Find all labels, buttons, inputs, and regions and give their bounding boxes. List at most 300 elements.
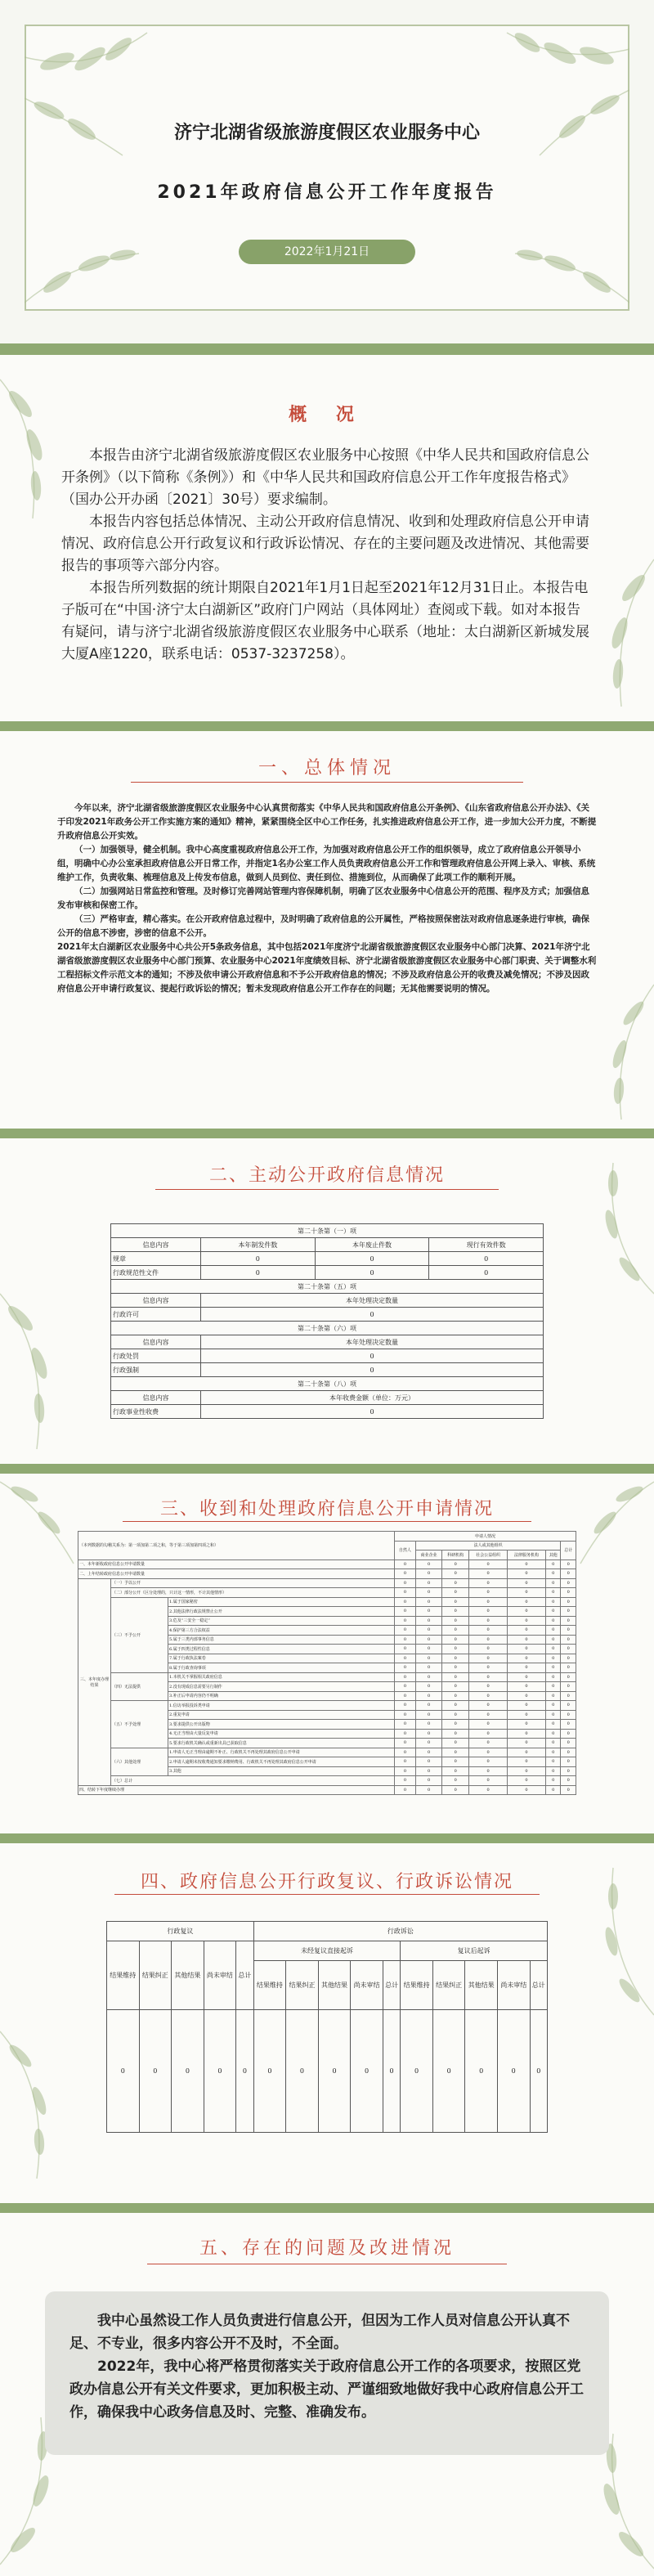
table-cell: 0 <box>545 1578 560 1588</box>
table-cell: 0 <box>561 1691 576 1701</box>
row-label: （五）不予处理 <box>111 1701 168 1748</box>
row-label: 2.申请人逾期未按收费通知要求缴纳费用、行政机关不再处理其政府信息公开申请 <box>168 1757 395 1767</box>
table-cell: 0 <box>442 1569 469 1579</box>
column-header: 自然人 <box>395 1541 416 1560</box>
table-cell: 0 <box>395 1560 416 1569</box>
table-cell: 0 <box>508 1635 546 1645</box>
table-cell: 0 <box>561 1672 576 1682</box>
row-label: 三、本年度办理结果 <box>78 1578 111 1785</box>
table-cell: 0 <box>442 1710 469 1720</box>
table-cell: 0 <box>415 1607 442 1617</box>
column-header: 社会公益组织 <box>469 1551 508 1560</box>
table-header: 第二十条第（五）项 <box>111 1280 544 1294</box>
table-cell: 0 <box>545 1776 560 1786</box>
row-label: （四）无法提供 <box>111 1672 168 1701</box>
report-date-badge: 2022年1月21日 <box>239 240 415 264</box>
table-cell: 0 <box>469 1597 508 1607</box>
table-cell: 0 <box>442 1607 469 1617</box>
table-cell: 0 <box>561 1720 576 1730</box>
table-cell: 0 <box>395 1645 416 1654</box>
table-cell: 0 <box>469 1654 508 1663</box>
table-cell: 0 <box>545 1739 560 1748</box>
section-paragraph: 我中心虽然设工作人员负责进行信息公开，但因为工作人员对信息公开认真不足、不专业，很多内容公开不及时，不全面。 <box>69 2313 570 2352</box>
table-cell: 0 <box>415 1654 442 1663</box>
table-cell: 0 <box>561 1569 576 1579</box>
section-paragraph: （二）加强网站日常监控和管理。及时修订完善网站管理内容保障机制，明确了区农业服务中心信息公开的范围、程序及方式；加强信息发布审核和保密工作。 <box>57 886 589 910</box>
section-divider <box>0 1464 654 1474</box>
title-underline <box>123 1521 531 1522</box>
table-cell: 0 <box>545 1626 560 1636</box>
table-cell: 0 <box>395 1616 416 1626</box>
column-header: 本年处理决定数量 <box>201 1294 544 1308</box>
table-cell: 0 <box>508 1710 546 1720</box>
table-cell: 0 <box>395 1672 416 1682</box>
column-header: 信息内容 <box>111 1294 201 1308</box>
table-cell: 0 <box>415 1578 442 1588</box>
table-cell: 0 <box>561 1578 576 1588</box>
column-header: 其他结果 <box>465 1961 498 2010</box>
section-active-disclosure <box>0 1138 654 1464</box>
active-disclosure-table <box>110 1223 544 1419</box>
table-cell: 0 <box>415 1739 442 1748</box>
table-cell: 0 <box>395 1654 416 1663</box>
row-label: 1.属于国家秘密 <box>168 1597 395 1607</box>
table-cell: 0 <box>469 1701 508 1711</box>
leaf-decoration-icon <box>564 1474 654 1572</box>
section-divider <box>0 2203 654 2213</box>
table-cell: 0 <box>469 1560 508 1569</box>
table-cell: 0 <box>442 1654 469 1663</box>
table-row <box>78 1569 576 1579</box>
row-label: 7.属于行政执法案卷 <box>168 1654 395 1663</box>
column-header: 信息内容 <box>111 1238 201 1252</box>
table-header: 第二十条第（一）项 <box>111 1224 544 1238</box>
table-cell: 0 <box>561 1701 576 1711</box>
table-cell: 0 <box>395 1578 416 1588</box>
table-cell: 0 <box>545 1597 560 1607</box>
table-cell: 0 <box>508 1785 546 1795</box>
row-label: 4.无正当理由大量反复申请 <box>168 1729 395 1739</box>
table-cell: 0 <box>508 1720 546 1730</box>
table-cell: 0 <box>545 1710 560 1720</box>
table-cell: 0 <box>561 1597 576 1607</box>
row-label: 6.属于四类过程性信息 <box>168 1645 395 1654</box>
table-cell: 0 <box>469 1682 508 1692</box>
column-header: 尚未审结 <box>351 1961 383 2010</box>
section-paragraph: （三）严格审查，精心落实。在公开政府信息过程中，及时明确了政府信息的公开属性，严格按照保密法对政府信息逐条进行审核，确保公开的信息不涉密，涉密的信息不公开。 <box>57 914 589 938</box>
section-paragraph: （一）加强领导，健全机制。我中心高度重视政府信息公开工作，为加强对政府信息公开工作的组织领导，成立了政府信息公开领导小组，明确中心办公室承担政府信息公开日常工作，并指定1名办公室工作人员负责政府信息公开工作和管理政府信息公开网上录入、审核、系统维护工作，负责收集、梳理信息及上传发布信息，做到人员到位、责任到位、措施到位，从而确保了此项工作的顺利开展。 <box>57 845 596 882</box>
table-cell: 0 <box>395 1757 416 1767</box>
table-cell: 0 <box>561 1654 576 1663</box>
overview-paragraph: 本报告所列数据的统计期限自2021年1月1日起至2021年12月31日止。本报告电子版可在“中国·济宁太白湖新区”政府门户网站（具体网址）查阅或下载。如对本报告有疑问，请与济宁北湖省级旅游度假区农业服务中心联系（地址：太白湖新区新城发展大厦A座1220，联系电话：0537-3237258）。 <box>61 580 589 662</box>
row-label: 二、上年结转政府信息公开申请数量 <box>78 1569 395 1579</box>
table-cell: 0 <box>545 1729 560 1739</box>
column-group-header: 法人或其他组织 <box>415 1541 561 1551</box>
row-label: 1.申请人无正当理由逾期不补正、行政机关不再处理其政府信息公开申请 <box>168 1748 395 1757</box>
table-cell: 0 <box>508 1672 546 1682</box>
row-label: （七）总计 <box>111 1776 395 1786</box>
row-label: 5.属于三类内部事务信息 <box>168 1635 395 1645</box>
table-cell: 0 <box>508 1748 546 1757</box>
row-label: 四、结转下年度继续办理 <box>78 1785 395 1795</box>
table-cell: 0 <box>545 1560 560 1569</box>
table-cell: 0 <box>395 1776 416 1786</box>
table-cell: 0 <box>469 1672 508 1682</box>
section-divider <box>0 721 654 731</box>
table-cell: 0 <box>395 1569 416 1579</box>
table-cell: 0 <box>545 1645 560 1654</box>
row-label: 1.信访举报投诉类申请 <box>168 1701 395 1711</box>
row-label: 2.其他法律行政法规禁止公开 <box>168 1607 395 1617</box>
section-paragraph: 2022年，我中心将严格贯彻落实关于政府信息公开工作的各项要求，按照区党政办信息公开有关文件要求，更加积极主动、严谨细致地做好我中心政府信息公开工作，确保我中心政务信息及时、完整、准确发布。 <box>69 2358 584 2421</box>
table-cell: 0 <box>415 1672 442 1682</box>
column-header: 信息内容 <box>111 1335 201 1349</box>
table-cell: 0 <box>561 1616 576 1626</box>
table-cell: 0 <box>395 1729 416 1739</box>
row-label: （三）不予公开 <box>111 1597 168 1672</box>
table-cell: 0 <box>395 1626 416 1636</box>
section-title: 四、政府信息公开行政复议、行政诉讼情况 <box>140 1872 513 1892</box>
table-cell: 0 <box>469 1663 508 1673</box>
table-cell: 0 <box>508 1682 546 1692</box>
table-cell: 0 <box>395 1710 416 1720</box>
table-corner-note: （本列数据的勾稽关系为：第一项加第二项之和，等于第三项加第四项之和） <box>78 1532 395 1560</box>
table-cell: 0 <box>442 1691 469 1701</box>
column-header: 现行有效件数 <box>429 1238 544 1252</box>
applications-table <box>78 1531 576 1795</box>
review-litigation-table <box>106 1921 548 2133</box>
column-group-header: 行政诉讼 <box>253 1922 547 1941</box>
column-header: 本年废止件数 <box>315 1238 429 1252</box>
column-header: 结果纠正 <box>139 1941 172 2010</box>
table-cell: 0 <box>561 1710 576 1720</box>
column-header: 本年收费金额（单位：万元） <box>201 1391 544 1405</box>
overview-paragraph: 本报告内容包括总体情况、主动公开政府信息情况、收到和处理政府信息公开申请情况、政府信息公开行政复议和行政诉讼情况、存在的主要问题及改进情况、其他需要报告的事项等六部分内容。 <box>61 514 589 574</box>
table-cell: 0 <box>545 1672 560 1682</box>
column-group-header: 申请人情况 <box>395 1532 576 1542</box>
report-header <box>0 0 654 343</box>
table-cell: 0 <box>469 1729 508 1739</box>
table-cell: 0 <box>442 1672 469 1682</box>
table-cell: 0 <box>545 1701 560 1711</box>
table-cell: 0 <box>469 1588 508 1598</box>
column-header: 总计 <box>383 1961 400 2010</box>
column-header: 其他结果 <box>172 1941 204 2010</box>
table-cell: 0 <box>561 1645 576 1654</box>
table-cell: 0 <box>415 1663 442 1673</box>
table-cell: 0 <box>395 1588 416 1598</box>
row-label: 1.本机关不掌握相关政府信息 <box>168 1672 395 1682</box>
table-cell: 0 <box>561 1729 576 1739</box>
table-cell: 0 <box>545 1635 560 1645</box>
table-cell: 0 <box>508 1663 546 1673</box>
table-cell: 0 <box>469 1748 508 1757</box>
table-cell: 0 <box>545 1663 560 1673</box>
table-cell: 0 <box>545 1785 560 1795</box>
table-cell: 0 <box>442 1682 469 1692</box>
section-title: 三、收到和处理政府信息公开申请情况 <box>159 1499 494 1519</box>
column-header: 商业企业 <box>415 1551 442 1560</box>
table-row <box>78 1560 576 1569</box>
table-cell: 0 <box>415 1635 442 1645</box>
table-cell: 0 <box>545 1654 560 1663</box>
table-cell: 0 <box>442 1739 469 1748</box>
column-header: 结果纠正 <box>432 1961 465 2010</box>
table-cell: 0 <box>442 1757 469 1767</box>
table-cell: 0 <box>415 1766 442 1776</box>
column-header: 法律服务机构 <box>508 1551 546 1560</box>
title-underline <box>155 1189 499 1190</box>
row-label: （六）其他处理 <box>111 1748 168 1776</box>
table-cell: 0 <box>442 1785 469 1795</box>
row-label: 8.属于行政查询事项 <box>168 1663 395 1673</box>
section-title: 五、存在的问题及改进情况 <box>199 2238 455 2259</box>
table-cell: 0 <box>545 1757 560 1767</box>
row-label: （一）予以公开 <box>111 1578 395 1588</box>
table-cell: 0 <box>442 1729 469 1739</box>
table-row: 规章 0 0 0 <box>111 1252 544 1266</box>
column-header: 本年制发件数 <box>201 1238 316 1252</box>
table-cell: 0 <box>561 1588 576 1598</box>
table-cell: 0 <box>508 1776 546 1786</box>
table-row <box>78 1785 576 1795</box>
column-header: 结果维持 <box>107 1941 140 2010</box>
column-header: 结果维持 <box>401 1961 433 2010</box>
table-cell: 0 <box>415 1588 442 1598</box>
table-cell: 0 <box>508 1739 546 1748</box>
table-cell: 0 <box>508 1701 546 1711</box>
table-cell: 0 <box>415 1597 442 1607</box>
table-cell: 0 <box>508 1607 546 1617</box>
table-cell: 0 <box>415 1729 442 1739</box>
table-row: 行政强制 0 <box>111 1363 544 1377</box>
table-cell: 0 <box>545 1607 560 1617</box>
section-paragraph: 今年以来，济宁北湖省级旅游度假区农业服务中心认真贯彻落实《中华人民共和国政府信息公开条例》、《山东省政府信息公开办法》、《关于印发2021年政务公开工作实施方案的通知》精神，紧紧围绕全区中心工作任务，扎实推进政府信息公开工作，进一步加大公开力度，不断提升政府信息公开实效。 <box>57 803 597 841</box>
table-cell: 0 <box>508 1626 546 1636</box>
table-cell: 0 <box>415 1682 442 1692</box>
table-cell: 0 <box>469 1607 508 1617</box>
table-cell: 0 <box>508 1569 546 1579</box>
table-header: 第二十条第（六）项 <box>111 1322 544 1335</box>
header-frame <box>25 25 629 311</box>
table-cell: 0 <box>415 1691 442 1701</box>
column-header: 科研机构 <box>442 1551 469 1560</box>
table-cell: 0 <box>442 1616 469 1626</box>
column-group-header: 复议后起诉 <box>401 1941 548 1961</box>
table-cell: 0 <box>545 1569 560 1579</box>
table-cell: 0 <box>442 1578 469 1588</box>
table-cell: 0 <box>561 1663 576 1673</box>
table-cell: 0 <box>415 1626 442 1636</box>
column-header: 尚未审结 <box>497 1961 530 2010</box>
table-cell: 0 <box>469 1776 508 1786</box>
table-cell: 0 <box>442 1597 469 1607</box>
report-title: 2021年政府信息公开工作年度报告 <box>157 182 497 203</box>
row-label: （二）部分公开（区分处理的，只计这一情形，不计其他情形） <box>111 1588 395 1598</box>
table-cell: 0 <box>415 1757 442 1767</box>
table-row: 0 0 0 0 0 0 0 0 0 0 0 0 0 0 0 <box>107 2010 548 2133</box>
table-cell: 0 <box>469 1691 508 1701</box>
table-row <box>78 1588 576 1598</box>
table-cell: 0 <box>395 1597 416 1607</box>
section-problems <box>0 2213 654 2576</box>
row-label: 5.要求行政机关确认或重新出具已获取信息 <box>168 1739 395 1748</box>
table-cell: 0 <box>508 1560 546 1569</box>
table-cell: 0 <box>442 1748 469 1757</box>
title-underline <box>114 1894 540 1895</box>
section-review-litigation <box>0 1843 654 2203</box>
row-label: 2.没有现成信息需要另行制作 <box>168 1682 395 1692</box>
column-header: 结果维持 <box>253 1961 286 2010</box>
section-paragraph: 2021年太白湖新区农业服务中心共公开5条政务信息，其中包括2021年度济宁北湖省级旅游度假区农业服务中心部门决算、2021年济宁北湖省级旅游度假区农业服务中心部门预算、农业服务中心2021年度绩效目标、济宁北湖省级旅游度假区农业服务中心部门职责、关于调整水利工程招标文件示范文本的通知；不涉及依申请公开政府信息和不予公开政府信息的情况；不涉及政府信息公开的收费及减免情况；不涉及因政府信息公开申请行政复议、提起行政诉讼的情况；暂未发现政府信息公开工作存在的问题；无其他需要说明的情况。 <box>57 942 597 994</box>
table-cell: 0 <box>442 1626 469 1636</box>
table-cell: 0 <box>545 1691 560 1701</box>
column-header: 本年处理决定数量 <box>201 1335 544 1349</box>
table-cell: 0 <box>561 1560 576 1569</box>
table-cell: 0 <box>469 1785 508 1795</box>
leaf-decoration-icon <box>572 976 654 1124</box>
section-overall <box>0 731 654 1129</box>
table-cell: 0 <box>545 1720 560 1730</box>
leaf-decoration-icon <box>0 1286 98 1457</box>
section-divider <box>0 1833 654 1843</box>
table-cell: 0 <box>508 1757 546 1767</box>
table-cell: 0 <box>415 1616 442 1626</box>
table-cell: 0 <box>561 1748 576 1757</box>
table-cell: 0 <box>508 1691 546 1701</box>
table-row: 行政许可 0 <box>111 1308 544 1322</box>
table-cell: 0 <box>561 1739 576 1748</box>
table-cell: 0 <box>508 1766 546 1776</box>
table-cell: 0 <box>442 1766 469 1776</box>
table-cell: 0 <box>395 1701 416 1711</box>
table-cell: 0 <box>442 1588 469 1598</box>
table-cell: 0 <box>395 1748 416 1757</box>
table-cell: 0 <box>415 1776 442 1786</box>
column-group-header: 未经复议直接起诉 <box>253 1941 401 1961</box>
table-cell: 0 <box>442 1645 469 1654</box>
table-row <box>78 1578 576 1588</box>
table-cell: 0 <box>469 1710 508 1720</box>
table-cell: 0 <box>395 1766 416 1776</box>
table-cell: 0 <box>442 1635 469 1645</box>
column-header: 其他 <box>545 1551 560 1560</box>
table-cell: 0 <box>469 1766 508 1776</box>
table-cell: 0 <box>442 1720 469 1730</box>
table-cell: 0 <box>508 1729 546 1739</box>
leaf-decoration-icon <box>0 2023 90 2187</box>
leaf-decoration-icon <box>0 1474 90 1572</box>
table-cell: 0 <box>545 1588 560 1598</box>
table-row <box>78 1776 576 1786</box>
overview-text <box>61 445 593 666</box>
column-header: 信息内容 <box>111 1391 201 1405</box>
table-cell: 0 <box>561 1785 576 1795</box>
row-label: 2.重复申请 <box>168 1710 395 1720</box>
row-label: 3.其他 <box>168 1766 395 1776</box>
table-cell: 0 <box>395 1682 416 1692</box>
table-cell: 0 <box>442 1701 469 1711</box>
row-label: 3.危及“三安全一稳定” <box>168 1616 395 1626</box>
table-cell: 0 <box>469 1635 508 1645</box>
table-cell: 0 <box>561 1607 576 1617</box>
table-cell: 0 <box>508 1588 546 1598</box>
table-cell: 0 <box>415 1748 442 1757</box>
table-cell: 0 <box>395 1635 416 1645</box>
table-cell: 0 <box>415 1710 442 1720</box>
table-cell: 0 <box>561 1766 576 1776</box>
table-row: 行政规范性文件 0 0 0 <box>111 1266 544 1280</box>
table-cell: 0 <box>415 1560 442 1569</box>
overview-paragraph: 本报告由济宁北湖省级旅游度假区农业服务中心按照《中华人民共和国政府信息公开条例》（以下简称《条例》）和《中华人民共和国政府信息公开工作年度报告格式》（国办公开办函〔2021〕30号）要求编制。 <box>61 447 589 508</box>
table-cell: 0 <box>545 1748 560 1757</box>
column-header: 总计 <box>530 1961 548 2010</box>
table-cell: 0 <box>442 1776 469 1786</box>
table-row <box>78 1672 576 1682</box>
section-divider <box>0 343 654 355</box>
table-cell: 0 <box>395 1785 416 1795</box>
table-cell: 0 <box>469 1616 508 1626</box>
section-applications <box>0 1474 654 1833</box>
table-cell: 0 <box>561 1626 576 1636</box>
section-divider <box>0 1129 654 1138</box>
table-cell: 0 <box>561 1682 576 1692</box>
organization-name: 济宁北湖省级旅游度假区农业服务中心 <box>173 123 480 143</box>
table-row <box>78 1748 576 1757</box>
row-label: 3.要求提供公开出版物 <box>168 1720 395 1730</box>
table-cell: 0 <box>545 1766 560 1776</box>
table-cell: 0 <box>415 1720 442 1730</box>
column-header: 总计 <box>236 1941 253 2010</box>
table-cell: 0 <box>442 1560 469 1569</box>
title-underline <box>131 782 523 783</box>
table-cell: 0 <box>415 1569 442 1579</box>
column-header: 尚未审结 <box>204 1941 236 2010</box>
table-row: 行政处罚 0 <box>111 1349 544 1363</box>
column-header: 结果纠正 <box>286 1961 319 2010</box>
table-cell: 0 <box>508 1578 546 1588</box>
table-cell: 0 <box>395 1607 416 1617</box>
row-label: 3.补正后申请内容仍不明确 <box>168 1691 395 1701</box>
table-cell: 0 <box>469 1569 508 1579</box>
table-cell: 0 <box>415 1645 442 1654</box>
table-cell: 0 <box>442 1663 469 1673</box>
section-title: 一、总体情况 <box>258 758 396 779</box>
table-cell: 0 <box>469 1757 508 1767</box>
table-cell: 0 <box>561 1635 576 1645</box>
table-cell: 0 <box>508 1616 546 1626</box>
table-cell: 0 <box>469 1720 508 1730</box>
row-label: 一、本年新收政府信息公开申请数量 <box>78 1560 395 1569</box>
table-cell: 0 <box>395 1691 416 1701</box>
section-text <box>69 2309 585 2424</box>
table-cell: 0 <box>469 1645 508 1654</box>
overview-title: 概 况 <box>289 405 365 425</box>
table-cell: 0 <box>545 1682 560 1692</box>
column-header: 总计 <box>561 1541 576 1560</box>
table-row <box>78 1597 576 1607</box>
table-cell: 0 <box>508 1654 546 1663</box>
table-cell: 0 <box>415 1701 442 1711</box>
table-row <box>78 1701 576 1711</box>
table-cell: 0 <box>561 1757 576 1767</box>
table-cell: 0 <box>469 1626 508 1636</box>
column-header: 其他结果 <box>318 1961 351 2010</box>
row-label: 4.保护第三方合法权益 <box>168 1626 395 1636</box>
table-header: 第二十条第（八）项 <box>111 1377 544 1391</box>
section-text <box>57 801 597 996</box>
table-cell: 0 <box>415 1785 442 1795</box>
